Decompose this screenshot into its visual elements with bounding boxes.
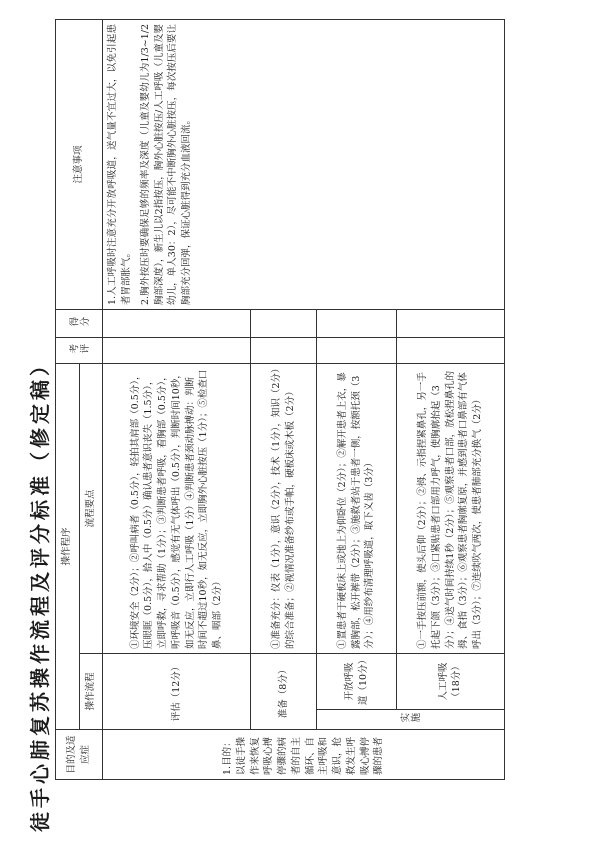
examiner-cell-3 [317,338,397,364]
points-assessment [103,364,251,654]
flow-preparation: 准备（8分） [251,654,317,730]
purpose-cell: 1.目的：以徒手操作来恢复呼吸心搏停骤的病者的自主循环、自主呼吸和意识，抢救发生呼吸心搏停骤的患者 [103,730,505,780]
note-item-1: 1.人工呼吸时注意充分开放呼吸道，送气量不宜过大，以免引起患者胃部胀气。 [107,24,133,305]
examiner-cell-1 [103,338,251,364]
page-title: 徒手心肺复苏操作流程及评分标准（修定稿） [28,352,52,832]
score-cell-4 [396,310,504,338]
note-item-2: 2.胸外按压时要确保足够的频率及深度（儿童及婴幼儿为1/3~1/2胸部深度），新生儿以2指按压，胸外心脏按压/人工呼吸（儿童及婴幼儿，单人30：2），尽可能不中断胸外心脏按压，每次按压后要让胸部充分回弹，保证心脏得到充分血液回流。 [139,24,193,305]
header-examiner: 考评 [56,338,103,364]
notes-cell [103,20,505,310]
points-breathing-text: ①一手按压前额，使头后仰（2分）；②拇、示指捏紧鼻孔，另一手托起下颌（3分）；③口紧贴患者口部用力呼气，使胸廓抬起（3分）；④送气时间持续1秒（2分）；⑤观察患者口部，放松捏鼻孔的拇、食指（3分）；⑥观察患者胸廓复原，并感到患者口鼻部有气体呼出（3分）；⑦连续吹气两次，使患者肺部充分换气（2分） [417,370,484,649]
score-cell-3 [317,310,397,338]
score-cell-2 [251,310,317,338]
notes-list [106,24,194,305]
header-key-points: 流程要点 [79,364,103,654]
flow-assessment: 评估（12分） [103,654,251,730]
header-purpose: 目的及适应症 [56,730,103,780]
flow-breathing: 人工呼吸（18分） [396,654,504,710]
points-assessment-text: ①环境安全（2分）；②呼叫病者（0.5分），轻拍其肩部（0.5分），压眼眶（0.5分），拾人中（0.5分）确认患者意识丧失（1.5分），立即呼救，寻求帮助（1分）；③判断患者呼吸，看胸部（0.5分），听呼吸音（0.5分），感觉有无气体呼出（0.5分），判断时间10秒，如无反应，立即行人工呼吸（1分）④判断患者颈动脉搏动：判断时间不超过10秒，如无反应，立即胸外心脏按压（1分）；⑤检查口鼻、咽部（2分） [129,369,224,649]
flow-airway: 开放呼吸道（10分） [317,654,397,710]
examiner-cell-2 [251,338,317,364]
score-cell-1 [103,310,251,338]
points-preparation-text: ①准备充分：仪表（1分），意识（2分），技术（1分），知识（2分）的综合准备；②视情况准备纱布或手帕，硬板床或木板（2分） [270,368,296,649]
header-flow: 操作流程 [79,654,103,730]
header-notes: 注意事项 [56,20,103,310]
scoring-table [55,19,505,780]
header-procedure: 操作程序 [56,364,80,730]
points-airway-text: ①置患者于硬板床上或地上为仰卧位（2分）；②解开患者上衣，暴露胸部，松开裤带（2分）；③施救者站于患者一侧，按额托颈（3分）；④用纱布清理呼吸道，取下义齿（3分） [336,372,376,649]
points-preparation [251,364,317,654]
examiner-cell-4 [396,338,504,364]
implementation-label: 实施 [317,710,505,730]
points-airway [317,364,397,654]
points-breathing [396,364,504,654]
header-score: 得分 [56,310,103,338]
